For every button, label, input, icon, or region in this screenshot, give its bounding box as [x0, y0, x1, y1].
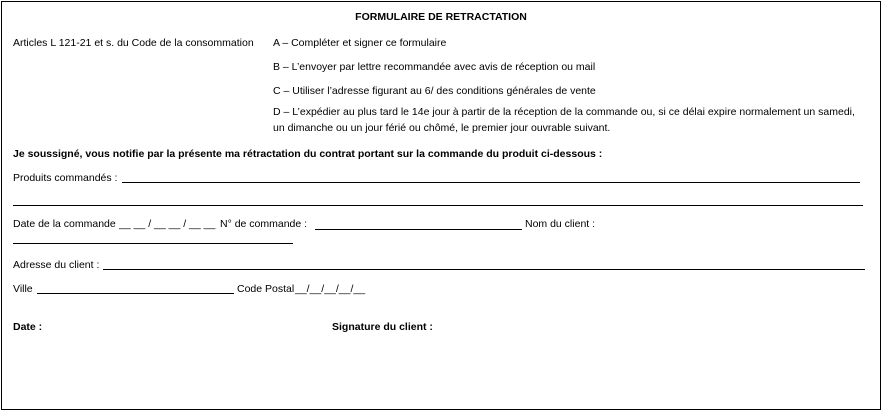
order-date-mask[interactable]: __ __ / __ __ / __ __	[119, 218, 216, 230]
products-input-line-2[interactable]	[13, 205, 863, 206]
client-name-label: Nom du client :	[525, 218, 596, 230]
client-name-input-line[interactable]	[13, 243, 293, 244]
signature-label: Signature du client :	[332, 321, 433, 333]
instruction-b: B – L’envoyer par lettre recommandée avec avis de réception ou mail	[273, 61, 596, 73]
city-input-line[interactable]	[37, 293, 234, 294]
client-address-input-line[interactable]	[103, 269, 865, 270]
products-input-line[interactable]	[122, 182, 860, 183]
city-label: Ville	[13, 283, 33, 295]
order-number-input-line[interactable]	[315, 229, 522, 230]
legal-reference: Articles L 121-21 et s. du Code de la consommation	[13, 37, 254, 49]
form-title: FORMULAIRE DE RETRACTATION	[355, 11, 527, 23]
retraction-form	[1, 1, 881, 410]
declaration-text: Je soussigné, vous notifie par la présente ma rétractation du contrat portant sur la commande du produit ci-dessous :	[13, 148, 603, 160]
instruction-c: C – Utiliser l’adresse figurant au 6/ des conditions générales de vente	[273, 85, 596, 97]
products-label: Produits commandés :	[13, 172, 118, 184]
date-label: Date :	[13, 321, 43, 333]
postal-code-label: Code Postal	[237, 283, 295, 295]
client-address-label: Adresse du client :	[13, 259, 100, 271]
order-date-label: Date de la commande	[13, 218, 116, 230]
postal-code-mask[interactable]: __/__/__/__/__	[295, 283, 366, 295]
instruction-a: A – Compléter et signer ce formulaire	[273, 37, 447, 49]
instruction-d: D – L’expédier au plus tard le 14e jour à partir de la réception de la commande ou, si ce délai expire normalement un samedi, un dimanche ou un jour férié ou chômé, le premier jour ouvrable suivant.	[273, 106, 855, 134]
order-number-label: N° de commande :	[220, 218, 308, 230]
